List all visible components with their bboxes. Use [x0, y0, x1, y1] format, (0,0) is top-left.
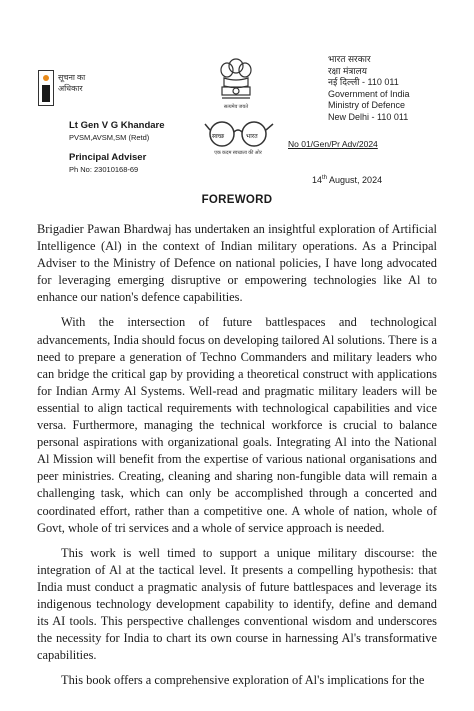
- date-day: 14: [312, 175, 323, 185]
- date-rest: August, 2024: [327, 175, 383, 185]
- address-line: नई दिल्ली - 110 011: [328, 77, 399, 87]
- swachh-bharat-glasses-icon: [204, 116, 274, 154]
- swachh-word-2: भारत: [246, 133, 258, 140]
- paragraph: This work is well timed to support a unique military discourse: the integration of Al at the tactical level. It presents a compelling hypothesis: that India must conduct a pragmatic analysis of future battlespaces and leverage its indigenous technology development capability to identify, define and demand its AI tools. This perspective challenges conventional wisdom and underscores the necessity for India to chart its own course in harnessing Al's transformative capabilities.: [37, 545, 437, 663]
- address-line: रक्षा मंत्रालय: [328, 65, 367, 76]
- address-line: Government of India: [328, 88, 410, 99]
- address-line: भारत सरकार: [328, 54, 371, 64]
- address-line: Ministry of Defence: [328, 100, 406, 110]
- rti-logo-text-line2: अधिकार: [58, 84, 83, 93]
- officer-name: Lt Gen V G Khandare: [69, 120, 165, 131]
- officer-title: Principal Adviser: [69, 152, 147, 163]
- rti-logo-icon: [38, 70, 54, 106]
- officer-phone: Ph No: 23010168-69: [69, 165, 139, 174]
- swachh-tagline: एक कदम स्वच्छता की ओर: [214, 151, 262, 156]
- rti-logo: [38, 70, 118, 112]
- foreword-body: [37, 221, 437, 697]
- officer-rank: PVSM,AVSM,SM (Retd): [69, 133, 150, 142]
- national-emblem-icon: [214, 56, 258, 106]
- page-title: FOREWORD: [201, 194, 273, 206]
- paragraph: This book offers a comprehensive exploration of Al's implications for the: [61, 673, 425, 688]
- letter-date: [312, 175, 382, 185]
- emblem-motto: सत्यमेव जयते: [223, 105, 249, 110]
- reference-number: No 01/Gen/Pr Adv/2024: [288, 139, 378, 149]
- date-suffix: th: [322, 175, 328, 181]
- paragraph: With the intersection of future battlespaces and technological advancements, India should focus on developing tailored Al solutions. There is a need to prepare a generation of Techno Commanders and military leaders who can bridge the critical gap by providing a theoretical construct with applications for Indian Army Al Systems. Well-read and pragmatic military leaders will be essential to align tactical requirements with technological capabilities and vice versa. Furthermore, managing the technical workforce is crucial to balance personal aspirations with organizational goals. Integrating Al into the National Al Mission will benefit from the expertise of various national organisations and peer ministries. Creating, cleaning and sharing non-fungible data will remain a challenging task, which can only be accomplished through a concerted and coordinated effort, rather than a competitive one. A whole of nation, whole of Govt, whole of tri services and a whole of service approach is needed.: [37, 315, 437, 535]
- address-line: New Delhi - 110 011: [328, 111, 409, 122]
- rti-logo-text-line1: सूचना का: [58, 73, 86, 82]
- swachh-word-1: स्वच्छ: [212, 133, 225, 140]
- ministry-address: [328, 54, 438, 123]
- paragraph: Brigadier Pawan Bhardwaj has undertaken an insightful exploration of Artificial Intelligence (Al) in the context of Indian military operations. As a Principal Adviser to the Ministry of Defence on national policies, I have long advocated for leveraging emerging disruptive or empowering technologies like Al to enhance our nation's defence capabilities.: [37, 222, 437, 305]
